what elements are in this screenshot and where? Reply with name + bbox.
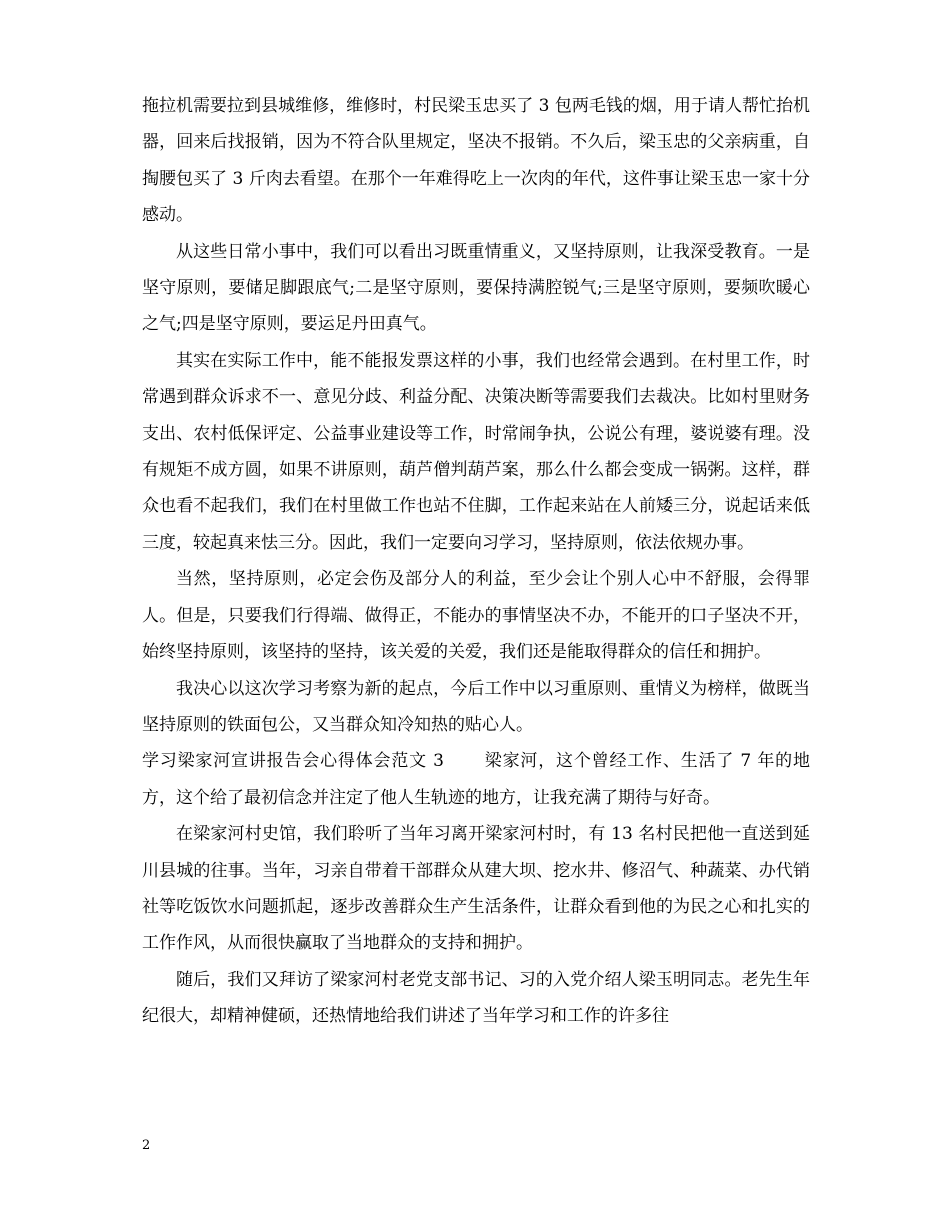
paragraph-1: 拖拉机需要拉到县城维修，维修时，村民梁玉忠买了 3 包两毛钱的烟，用于请人帮忙抬机器，回来后找报销，因为不符合队里规定，坚决不报销。不久后，梁玉忠的父亲病重，自掏腰包买了 3 斤肉去看望。在那个一年难得吃上一次肉的年代，这件事让梁玉忠一家十分感动。 — [142, 96, 810, 226]
document-body — [142, 88, 810, 1035]
paragraph-6: 在梁家河村史馆，我们聆听了当年习离开梁家河村时，有 13 名村民把他一直送到延川县城的往事。当年，习亲自带着干部群众从建大坝、挖水井、修沼气、种蔬菜、办代销社等吃饭饮水问题抓起，逐步改善群众生产生活条件，让群众看到他的为民之心和扎实的工作作风，从而很快赢取了当地群众的支持和拥护。 — [142, 824, 810, 954]
paragraph-5: 我决心以这次学习考察为新的起点，今后工作中以习重原则、重情义为榜样，做既当坚持原则的铁面包公，又当群众知冷知热的贴心人。 — [142, 678, 810, 735]
paragraph-4: 当然，坚持原则，必定会伤及部分人的利益，至少会让个别人心中不舒服，会得罪人。但是，只要我们行得端、做得正，不能办的事情坚决不办，不能开的口子坚决不开，始终坚持原则，该坚持的坚持，该关爱的关爱，我们还是能取得群众的信任和拥护。 — [142, 569, 810, 663]
section-title: 学习梁家河宣讲报告会心得体会范文 3 — [142, 751, 444, 772]
paragraph-2: 从这些日常小事中，我们可以看出习既重情重义，又坚持原则，让我深受教育。一是坚守原则，要储足脚跟底气;二是坚守原则，要保持满腔锐气;三是坚守原则，要频吹暖心之气;四是坚守原则，要运足丹田真气。 — [142, 241, 810, 335]
paragraph-7: 随后，我们又拜访了梁家河村老党支部书记、习的入党介绍人梁玉明同志。老先生年纪很大，却精神健硕，还热情地给我们讲述了当年学习和工作的许多往 — [142, 969, 810, 1027]
section-first-paragraph: 梁家河，这个曾经工作、生活了 7 年的地方，这个给了最初信念并注定了他人生轨迹的地方，让我充满了期待与好奇。 — [142, 751, 810, 808]
page-number: 2 — [142, 1138, 151, 1153]
paragraph-3: 其实在实际工作中，能不能报发票这样的小事，我们也经常会遇到。在村里工作，时常遇到群众诉求不一、意见分歧、利益分配、决策决断等需要我们去裁决。比如村里财务支出、农村低保评定、公益事业建设等工作，时常闹争执，公说公有理，婆说婆有理。没有规矩不成方圆，如果不讲原则，葫芦僧判葫芦案，那么什么都会变成一锅粥。这样，群众也看不起我们，我们在村里做工作也站不住脚，工作起来站在人前矮三分，说起话来低三度，较起真来怯三分。因此，我们一定要向习学习，坚持原则，依法依规办事。 — [142, 350, 810, 553]
section-paragraph — [142, 743, 810, 816]
